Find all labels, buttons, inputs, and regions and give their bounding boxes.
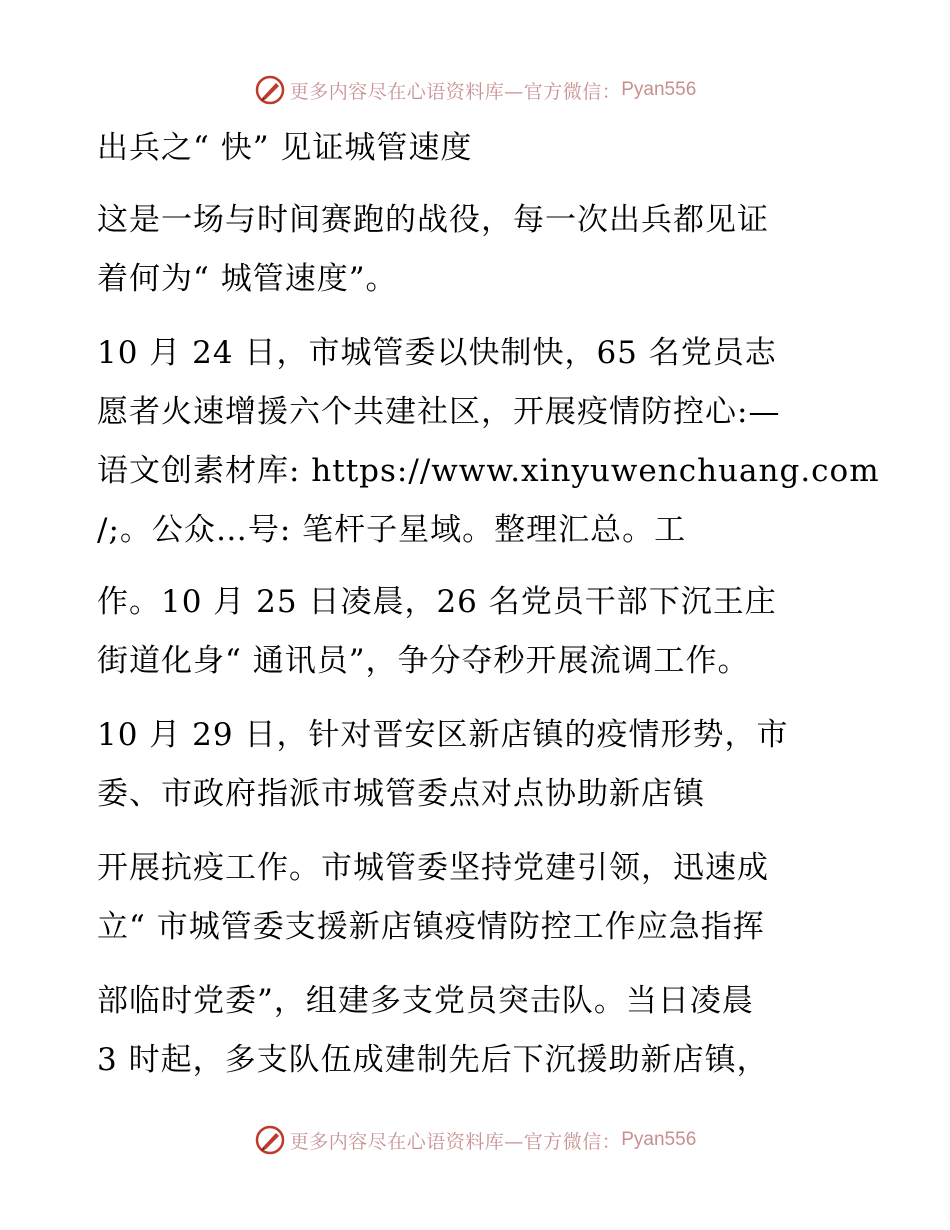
- banner-wechat-id: Pyan556: [621, 79, 697, 100]
- paragraph-line: 部临时党委”，组建多支党员突击队。当日凌晨: [97, 983, 754, 1019]
- header-banner: [0, 70, 950, 110]
- paragraph-line: 着何为“ 城管速度”。: [97, 261, 398, 297]
- paragraph-line: 这是一场与时间赛跑的战役，每一次出兵都见证: [97, 202, 769, 238]
- paragraph-line: 委、市政府指派市城管委点对点协助新店镇: [97, 776, 705, 812]
- banner-text: 更多内容尽在心语资料库—官方微信：: [289, 80, 622, 103]
- banner-wechat-id: Pyan556: [621, 1129, 697, 1150]
- paragraph-line: 10 月 24 日，市城管委以快制快，65 名党员志: [97, 335, 777, 371]
- banner-text: 更多内容尽在心语资料库—官方微信：: [289, 1130, 622, 1153]
- paragraph-line: 3 时起，多支队伍成建制先后下沉援助新店镇，: [97, 1042, 769, 1078]
- paragraph-line: 语文创素材库: https://www.xinyuwenchuang.com: [97, 453, 880, 489]
- paragraph-line: 开展抗疫工作。市城管委坚持党建引领，迅速成: [97, 850, 769, 886]
- pen-logo-icon: [254, 1124, 286, 1156]
- footer-banner: [0, 1120, 950, 1160]
- paragraph-line: 作。10 月 25 日凌晨，26 名党员干部下沉王庄: [97, 584, 777, 620]
- paragraph-line: 立“ 市城管委支援新店镇疫情防控工作应急指挥: [97, 909, 765, 945]
- paragraph-line: 街道化身“ 通讯员”，争分夺秒开展流调工作。: [97, 643, 750, 679]
- paragraph-line: 10 月 29 日，针对晋安区新店镇的疫情形势，市: [97, 717, 789, 753]
- pen-logo-icon: [254, 74, 286, 106]
- paragraph-line: 愿者火速增援六个共建社区，开展疫情防控心:—: [97, 394, 781, 430]
- section-heading: 出兵之“ 快” 见证城管速度: [97, 130, 473, 166]
- paragraph-line: /;。公众…号: 笔杆子星域。整理汇总。工: [97, 512, 687, 548]
